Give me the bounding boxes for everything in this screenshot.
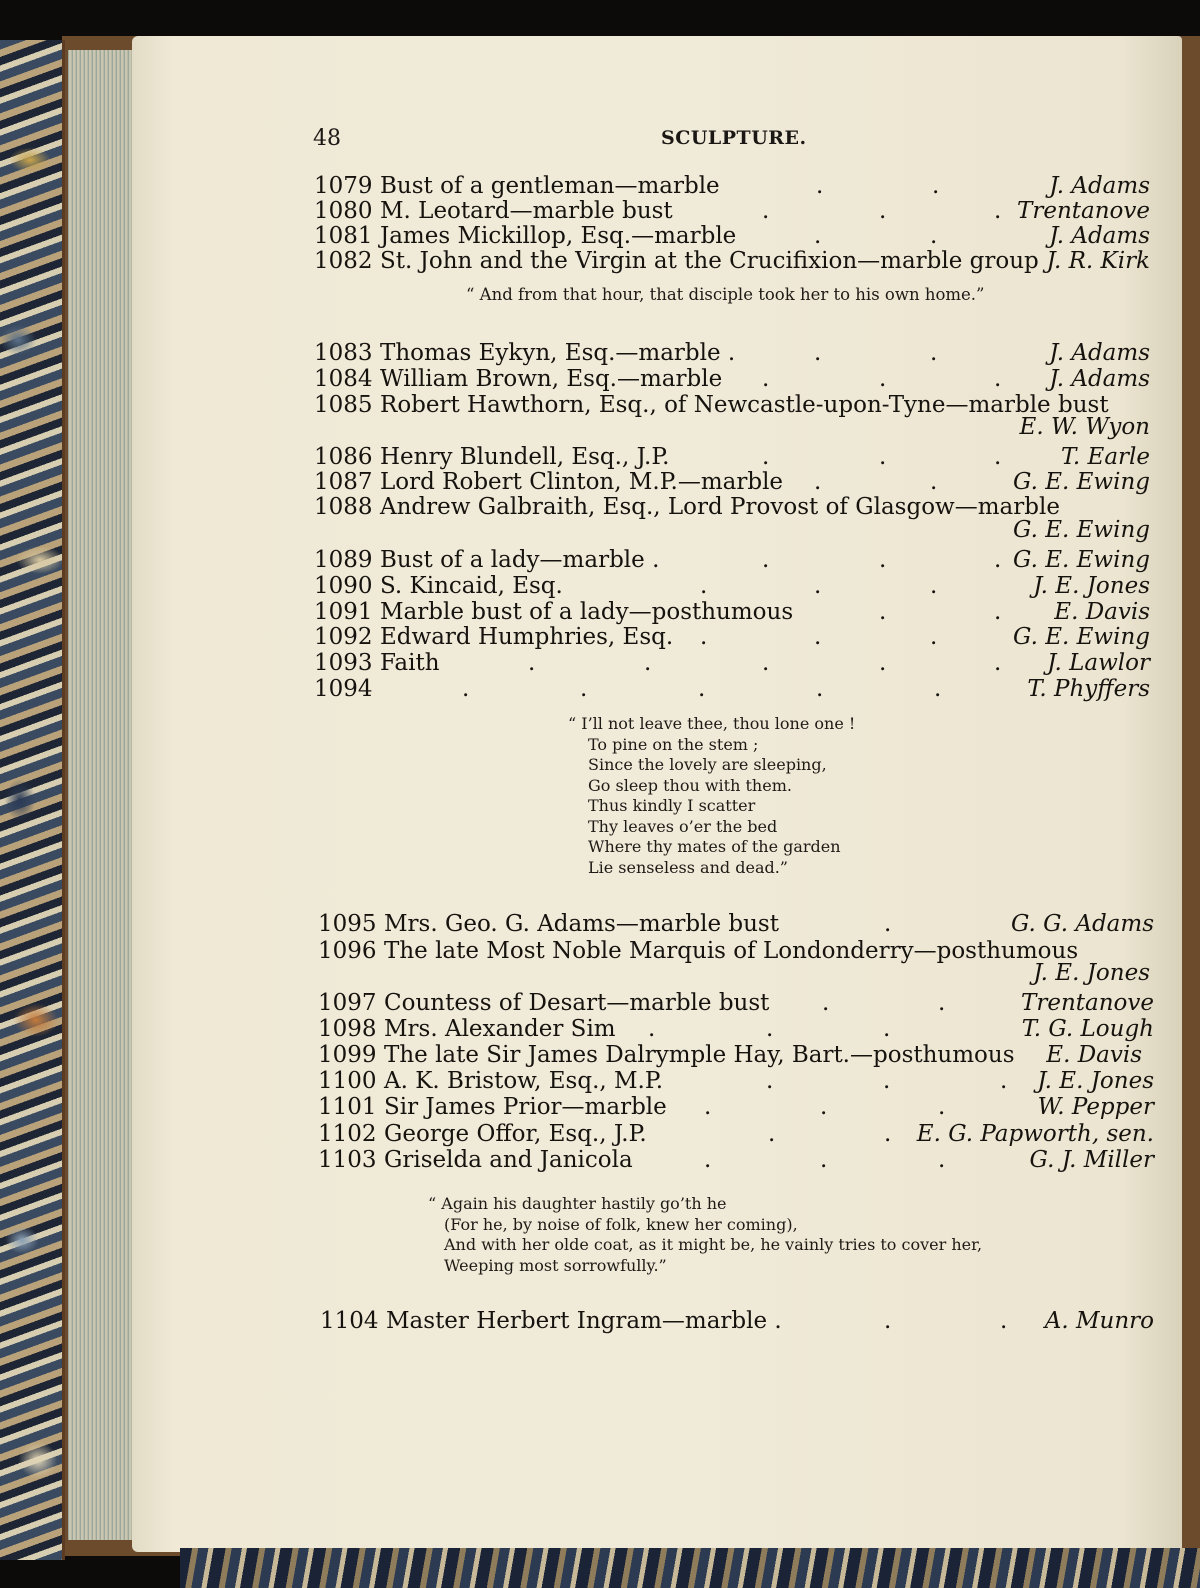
section-title: SCULPTURE. (661, 127, 807, 149)
entry-number: 1081 (314, 223, 373, 249)
catalogue-entry: 1081 James Mickillop, Esq.—marble . . J. Adams (314, 223, 1150, 249)
poem-line: Where thy mates of the garden (588, 837, 841, 856)
entry-artist: J. Adams (1049, 340, 1150, 366)
entry-number: 1102 (318, 1121, 377, 1147)
poem-line: “ Again his daughter hastily go’th he (428, 1194, 727, 1213)
catalogue-entry: 1103 Griselda and Janicola . . . G. J. Miller (318, 1147, 1154, 1173)
entry-title: Lord Robert Clinton, M.P.—marble (380, 469, 784, 495)
catalogue-entry: 1092 Edward Humphries, Esq. . . . G. E. Ewing (314, 624, 1150, 650)
entry-artist: J. E. Jones (1037, 1068, 1154, 1094)
entry-artist: E. Davis (1054, 599, 1150, 625)
catalogue-entry: 1091 Marble bust of a lady—posthumous . . E. Davis (314, 599, 1150, 625)
entry-number: 1097 (318, 990, 377, 1016)
entry-number: 1085 (314, 392, 373, 418)
poem-line: Thy leaves o’er the bed (588, 816, 778, 836)
catalogue-entry: 1100 A. K. Bristow, Esq., M.P. . . . J. E. Jones (318, 1068, 1154, 1094)
catalogue-entry (318, 1042, 1154, 1068)
entry-artist: T. Earle (1060, 444, 1150, 470)
catalogue-entry: 1083 Thomas Eykyn, Esq.—marble . . . J. Adams (314, 340, 1150, 366)
entry-title: Mrs. Geo. G. Adams—marble bust (384, 911, 779, 937)
entry-number: 1099 (318, 1042, 377, 1068)
catalogue-entry: 1084 William Brown, Esq.—marble . . . J. Adams (314, 366, 1150, 392)
entry-title: Marble bust of a lady—posthumous (380, 599, 794, 625)
entry-artist: G. E. Ewing (1013, 517, 1150, 543)
entry-title: William Brown, Esq.—marble (380, 366, 723, 392)
entry-number: 1103 (318, 1147, 377, 1173)
entry-number: 1082 (314, 248, 373, 274)
entry-number: 1093 (314, 650, 373, 676)
entry-title: Henry Blundell, Esq., J.P. (380, 444, 670, 470)
entry-artist: G. G. Adams (1010, 911, 1154, 937)
entry-artist: T. G. Lough (1021, 1016, 1154, 1042)
catalogue-entry: 1079 Bust of a gentleman—marble . . J. Adams (314, 173, 1150, 199)
entry-artist: A. Munro (1044, 1308, 1154, 1334)
entry-title: The late Most Noble Marquis of Londonderry—posthumous (384, 938, 1079, 964)
entry-artist: J. E. Jones (1033, 960, 1150, 986)
entry-number: 1091 (314, 599, 373, 625)
entry-title: M. Leotard—marble bust (380, 198, 673, 224)
entry-number: 1083 (314, 340, 373, 366)
marbled-bottom-edge (180, 1548, 1200, 1588)
entry-artist: E. G. Papworth, sen. (916, 1121, 1154, 1147)
entry-artist: Trentanove (1017, 198, 1150, 224)
catalogue-entry: 1080 M. Leotard—marble bust . . . Trentanove (314, 198, 1150, 224)
catalogue-entry: 1098 Mrs. Alexander Sim . . . T. G. Lough (318, 1016, 1154, 1042)
catalogue-entry: 1087 Lord Robert Clinton, M.P.—marble . . G. E. Ewing (314, 469, 1150, 495)
entry-title: Andrew Galbraith, Esq., Lord Provost of Glasgow—marble (380, 494, 1060, 520)
poem-quotation (568, 714, 855, 878)
entry-title: Bust of a gentleman—marble (380, 173, 720, 199)
entry-artist: J. Lawlor (1047, 650, 1150, 676)
entry-artist: J. Adams (1049, 173, 1150, 199)
entry-number: 1098 (318, 1016, 377, 1042)
entry-artist: G. E. Ewing (1013, 624, 1150, 650)
catalogue-entry (318, 938, 1154, 964)
catalogue-entry (314, 248, 1150, 274)
entry-number: 1104 (320, 1308, 379, 1334)
entry-artist: E. Davis (1046, 1042, 1142, 1068)
entry-artist: G. E. Ewing (1013, 547, 1150, 573)
entry-artist: J. E. Jones (1033, 573, 1150, 599)
catalogue-entry: 1101 Sir James Prior—marble . . . W. Pepper (318, 1094, 1154, 1120)
entry-title: James Mickillop, Esq.—marble (380, 223, 737, 249)
poem-line: Lie senseless and dead.” (588, 857, 788, 877)
entry-number: 1086 (314, 444, 373, 470)
entry-artist: E. W. Wyon (1019, 414, 1150, 440)
catalogue-entry: 1086 Henry Blundell, Esq., J.P. . . . T. Earle (314, 444, 1150, 470)
entry-number: 1090 (314, 573, 373, 599)
catalogue-entry: 1090 S. Kincaid, Esq. . . . J. E. Jones (314, 573, 1150, 599)
entry-title: Thomas Eykyn, Esq.—marble . (380, 340, 736, 366)
epigraph: “ And from that hour, that disciple took her to his own home.” (466, 285, 985, 304)
entry-title: Faith (380, 650, 440, 676)
catalogue-entry: 1102 George Offor, Esq., J.P. . . E. G. Papworth, sen. (318, 1121, 1154, 1147)
poem-line: Since the lovely are sleeping, (588, 755, 827, 774)
poem-line: Go sleep thou with them. (588, 775, 792, 795)
catalogue-entry: 1104 Master Herbert Ingram—marble . . . A. Munro (320, 1308, 1154, 1334)
poem-line: Weeping most sorrowfully.” (444, 1255, 667, 1275)
entry-number: 1096 (318, 938, 377, 964)
entry-artist: W. Pepper (1037, 1094, 1154, 1120)
entry-title: Master Herbert Ingram—marble . (386, 1308, 782, 1334)
catalogue-entry: 1089 Bust of a lady—marble . . . . G. E. Ewing (314, 547, 1150, 573)
entry-title: S. Kincaid, Esq. (380, 573, 563, 599)
entry-title: A. K. Bristow, Esq., M.P. (384, 1068, 663, 1094)
catalogue-entry: 1094 . . . . . T. Phyffers (314, 676, 1150, 702)
catalogue-entry: 1093 Faith . . . . . J. Lawlor (314, 650, 1150, 676)
catalogue-entry: 1097 Countess of Desart—marble bust . . Trentanove (318, 990, 1154, 1016)
entry-artist: J. Adams (1049, 223, 1150, 249)
entry-artist: G. E. Ewing (1013, 469, 1150, 495)
entry-number: 1087 (314, 469, 373, 495)
entry-number: 1092 (314, 624, 373, 650)
entry-title: Bust of a lady—marble . (380, 547, 660, 573)
entry-number: 1088 (314, 494, 373, 520)
marbled-endpaper (0, 40, 65, 1560)
entry-title: St. John and the Virgin at the Crucifixion—marble group (380, 248, 1039, 274)
poem-line: Thus kindly I scatter (588, 796, 756, 815)
poem-line: To pine on the stem ; (588, 734, 759, 754)
page-edges (68, 50, 138, 1540)
page-number: 48 (313, 126, 341, 151)
entry-artist: Trentanove (1021, 990, 1154, 1016)
entry-number: 1084 (314, 366, 373, 392)
entry-number: 1095 (318, 911, 377, 937)
entry-title: George Offor, Esq., J.P. (384, 1121, 647, 1147)
entry-artist: T. Phyffers (1027, 676, 1150, 702)
entry-number: 1094 (314, 676, 373, 702)
entry-title: Edward Humphries, Esq. (380, 624, 674, 650)
entry-title: Robert Hawthorn, Esq., of Newcastle-upon-Tyne—marble bust (380, 392, 1109, 418)
poem-quotation (428, 1194, 982, 1276)
entry-title: Griselda and Janicola (384, 1147, 633, 1173)
entry-title: The late Sir James Dalrymple Hay, Bart.—posthumous (384, 1042, 1015, 1068)
entry-number: 1101 (318, 1094, 377, 1120)
entry-artist: J. R. Kirk (1046, 248, 1150, 274)
poem-line: “ I’ll not leave thee, thou lone one ! (568, 714, 856, 733)
catalogue-entry: 1095 Mrs. Geo. G. Adams—marble bust . G. G. Adams (318, 911, 1154, 937)
entry-number: 1100 (318, 1068, 377, 1094)
entry-title: Sir James Prior—marble (384, 1094, 667, 1120)
entry-artist: J. Adams (1049, 366, 1150, 392)
entry-artist: G. J. Miller (1029, 1147, 1154, 1173)
entry-title: Countess of Desart—marble bust (384, 990, 770, 1016)
entry-number: 1089 (314, 547, 373, 573)
poem-line: And with her olde coat, as it might be, he vainly tries to cover her, (444, 1235, 983, 1254)
entry-number: 1079 (314, 173, 373, 199)
entry-number: 1080 (314, 198, 373, 224)
poem-line: (For he, by noise of folk, knew her coming), (444, 1214, 798, 1234)
entry-title: Mrs. Alexander Sim (384, 1016, 616, 1042)
